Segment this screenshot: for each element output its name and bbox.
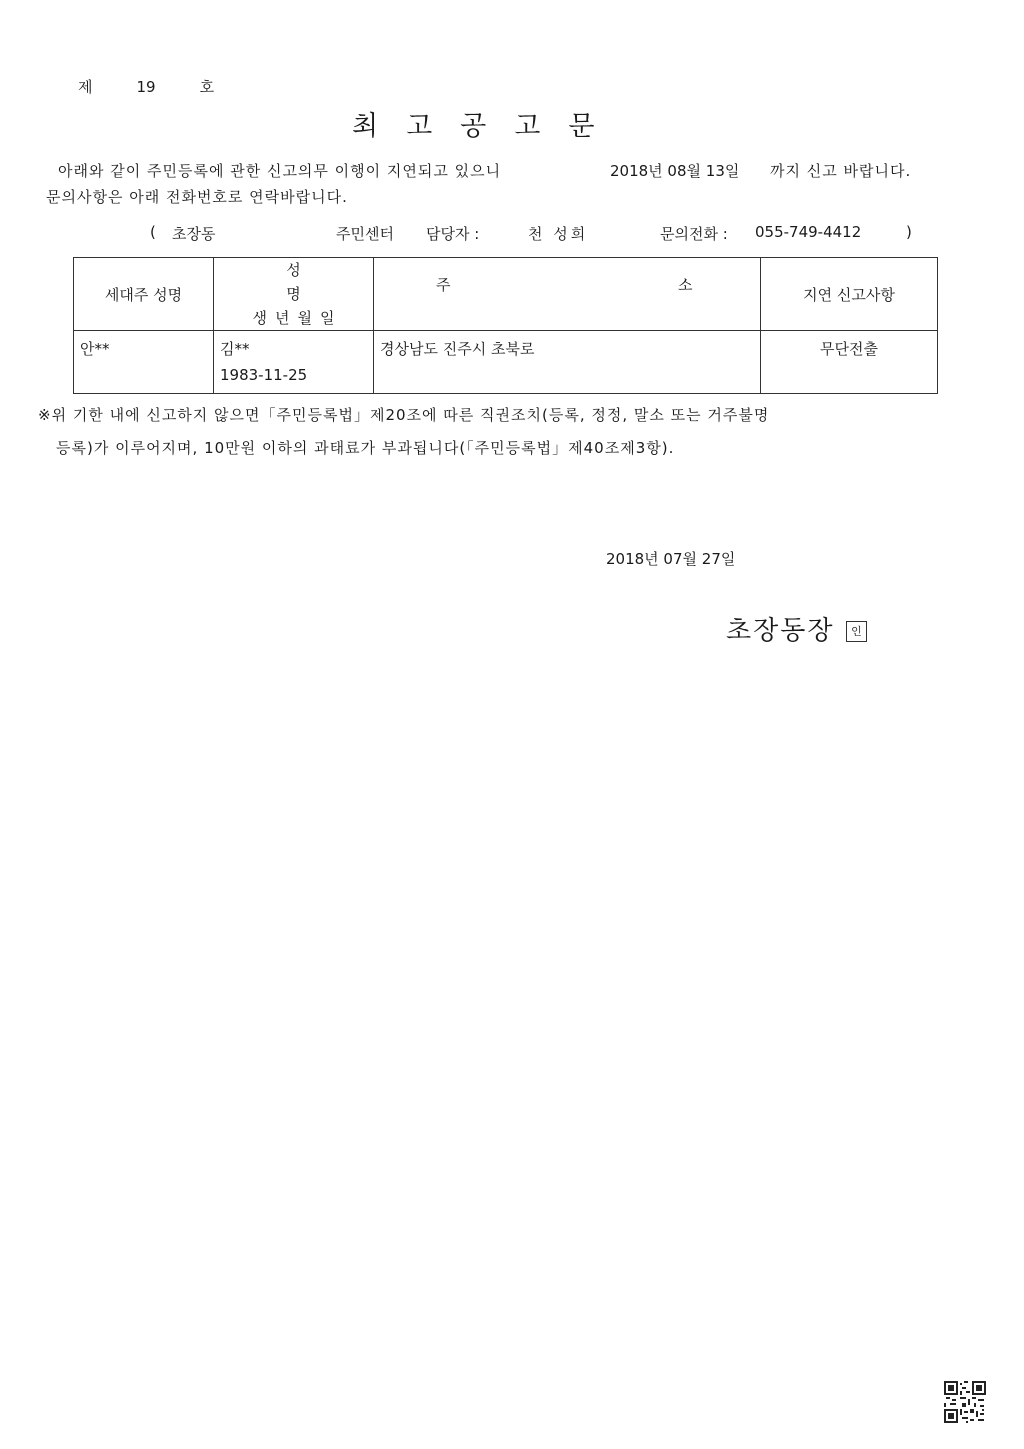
footnote-line-2: 등록)가 이루어지며, 10만원 이하의 과태료가 부과됩니다(「주민등록법」제40조제3항). bbox=[56, 439, 675, 457]
footnote-line-1: ※위 기한 내에 신고하지 않으면「주민등록법」제20조에 따른 직권조치(등록, 정정, 말소 또는 거주불명 bbox=[38, 406, 770, 424]
document-number-suffix: 호 bbox=[199, 78, 215, 96]
contact-phone-label: 문의전화 : bbox=[660, 225, 728, 243]
header-name-birth bbox=[214, 258, 374, 331]
cell-report: 무단전출 bbox=[761, 331, 938, 394]
cell-householder: 안** bbox=[74, 331, 214, 394]
header-householder: 세대주 성명 bbox=[74, 258, 214, 331]
document-number-prefix: 제 bbox=[78, 78, 93, 96]
issue-date: 2018년 07월 27일 bbox=[606, 550, 736, 568]
header-birth: 생년월일 bbox=[252, 309, 343, 327]
table-header-row bbox=[74, 258, 938, 331]
header-address-b: 소 bbox=[678, 276, 693, 294]
qr-code-icon bbox=[944, 1381, 986, 1423]
contact-manager-name: 천 성희 bbox=[528, 225, 589, 243]
deadline-date: 2018년 08월 13일 bbox=[610, 162, 740, 180]
contact-close-paren: ) bbox=[906, 223, 912, 241]
deadline-suffix: 까지 신고 바랍니다. bbox=[770, 162, 912, 180]
header-name: 성명 bbox=[286, 261, 361, 303]
contact-manager-label: 담당자 : bbox=[426, 225, 480, 243]
cell-birth: 1983-11-25 bbox=[220, 366, 308, 384]
document-number bbox=[78, 76, 214, 97]
document-number-value: 19 bbox=[136, 78, 156, 96]
table-row bbox=[74, 331, 938, 394]
seal-stamp: 인 bbox=[846, 621, 867, 642]
contact-center: 주민센터 bbox=[336, 225, 394, 243]
cell-name-birth bbox=[214, 331, 374, 394]
notice-table bbox=[73, 257, 938, 394]
header-report: 지연 신고사항 bbox=[761, 258, 938, 331]
intro-line-1: 아래와 같이 주민등록에 관한 신고의무 이행이 지연되고 있으니 bbox=[58, 162, 502, 180]
contact-phone: 055-749-4412 bbox=[755, 223, 862, 241]
page-title: 최고공고문 bbox=[352, 111, 623, 142]
contact-open-paren: ( bbox=[150, 223, 156, 241]
cell-name: 김** bbox=[220, 340, 250, 358]
contact-dong: 초장동 bbox=[172, 225, 216, 243]
cell-address: 경상남도 진주시 초북로 bbox=[374, 331, 761, 394]
header-address-a: 주 bbox=[436, 276, 451, 294]
header-address bbox=[374, 258, 761, 331]
intro-line-2: 문의사항은 아래 전화번호로 연락바랍니다. bbox=[46, 188, 348, 206]
issuer-name: 초장동장 bbox=[726, 616, 835, 646]
